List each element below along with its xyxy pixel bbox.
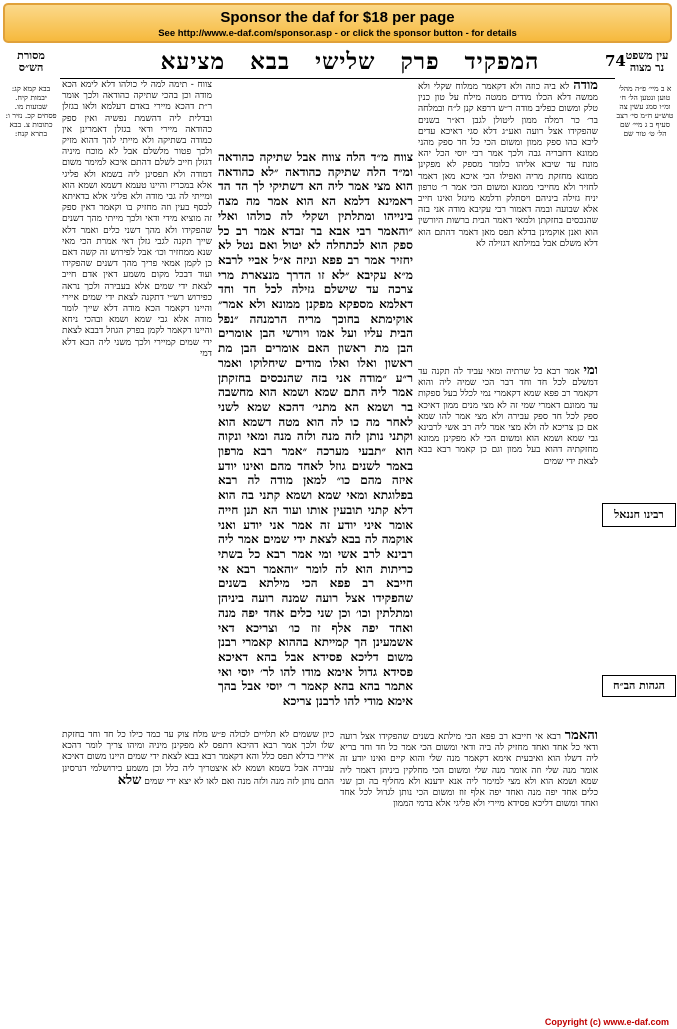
sponsor-banner[interactable]: [3, 3, 672, 43]
title-word: מציעא: [160, 48, 226, 75]
title-word: המפקיד: [464, 48, 540, 75]
ein-mishpat-header: עין משפט נר מצוה: [625, 49, 669, 74]
rashi-text: לא ביה כוזה ולא דקאמר ממלוח שקלי ולא ממשה דלא הכלו מודים ממטה מילח על טון כנין טלק ומשום כפליב מודה ר״ש דרפא קנן ל״ח ובמלחה בר׳ כר רמלה ממון ליטולן לגבן רא״ר בשנים שהפקידו אצל רועה ואע״ג דלא סגי דאיכא עדים ליכא בהו ספק ממון ומשום הכי כל חד ספק מהני ממונא דחבריה גבה ולכך אמר רבי יוסי הכל יהא מונח עד שיבא אליהו כלומר מספק לא מפקינן ממונא מחזקת מריה ואפילו הכי איכא מאן דאמר לחזיר ולא מחייבי ממונא ומשום הכי אמר ר׳ טרפון יניח גזילה ביניהם ויסתלק ודלמא מיגזל ואינו חייב אלא שבועה ובמה דאמור רבי עקיבא מודה אני בזה שהנכסים בחזקתן ולמאי דאמר הבית ברשות היורשין הוא ואנן אוקמינן בדלא תפס מאן דאמר דהתם הוא דלא משלם אבל במילתא דגזילה לא: [418, 82, 598, 249]
tosafot-column: [62, 80, 212, 725]
title-word: שלישי: [315, 48, 376, 75]
masoret-header: מסורת הש״ס: [17, 49, 45, 74]
hagahot-box: [602, 675, 676, 697]
masoret-column: [4, 84, 58, 644]
rashi-bottom-dibur: והאמר: [564, 730, 598, 743]
gemara-text-block: [218, 150, 413, 725]
sponsor-title[interactable]: Sponsor the daf for $18 per page: [220, 9, 455, 26]
copyright-footer[interactable]: Copyright (c) www.e-daf.com: [544, 1017, 669, 1027]
masoret-text: בבא קמא קג: יבמות קיח. שבועות מו. פסחים קכ. נזיר ו: כתובות צ. בבא בתרא קנח:: [5, 84, 57, 138]
rashi-column-mid: [418, 365, 598, 725]
tosafot-text: צווח - תימה למה לי כולהו דלא לימא הכא מודה וכן בהכי שתיקה כהודאה ולכך אומר ר״ת דהכא מיירי באדם דעלמא ולאו בגזלן ובדלית ליה דהשמת נפשיה ואין ספק כהודאה מיירי ודאי בגזלן דאמרינן אין כמודה בשתיקה ולא מייתי להך דהוא מזיק ולכך פטור מלשלם אבל לא מוכח מיניה דגזלן חייב לשלם דהתם איכא למימר משום דמודה ולא תפסינן ליה בשמא ולא פליגי אלא במכריז והיינו טעמא דשמא ושמא הוא ומייתי לה גבי מודה ולא פליגי אלא בדאיתא לכסף בעין וזה מחזיק בו וקאמר דאין ספק זה מוציא מידי ודאי ולכך מייתי מהך דשנים שהפקידו ולא מהך דשני כלים ואמר דלא שייך תקנה לגבי גזלן דאי אמרת הכי מאי שנא ממחזיר וכו׳ אבל לפירוש זה קשה דאם כן לקמן אמאי פריך מהך דשנים שהפקידו ועוד דבכל מקום משמע דאין אדם חייב לצאת ידי שמים אלא בעבירה ולכך נראה כפירוש רש״י דתקנה לצאת ידי שמים איירי והיינו דקאמר הכא מודה דלא שייך לומר מודה אלא גבי שמא ושמא ובהכי ניחא והיינו דקאמר לקמן בפרק הגוזל דבבא לצאת ידי שמים קמיירי ולכך משני ליה הכא דלא דמי: [62, 80, 212, 359]
rashi-bottom-text: רבא אי חייבא רב פפא הכי מילתא בשנים שהפקידו אצל רועה ודאי כל אחד ואחד מחזיק לה ביה ודאי ומשום הכי אמר כל חד וחד בריא ליה דשלו הוא ואיבעית אימא דקאמר מנה שלי והוא קיים ואינו יודע זה אומר מנה שלי וזה אומר מנה שלי ומשום הכי מחלקין ביניהן דאמר ליה שמא ושמא הוא ולא מצי למימר ליה אנא ידענא ולא מחליף בה וכן שני כלים אחד יפה מנה ואחד יפה אלף זוז ומשום הכי נותן לגדול לכל אחד ואחד ומשום דליכא פסידא מיירי ולא פליגי אלא בדמי הממון: [340, 732, 598, 810]
bottom-dibur: שלא: [117, 772, 142, 788]
rashi-dibur: מודה: [573, 80, 598, 93]
rashi-column-top: [418, 80, 598, 365]
ein-mishpat-text: א ב מיי׳ פ״ה מהל׳ טוען ונטען הל׳ ח׳ ומ״ו סמג עשין צה טוש״ע ח״מ סי׳ רצב סעיף ב ג מיי׳ שם הל׳ ט׳ טור שם: [616, 84, 674, 138]
header-divider: [60, 78, 615, 79]
rashi-column-bottom: [340, 730, 598, 1015]
title-word: בבא: [250, 48, 291, 75]
hagahot-label: הגהות הב״ח: [613, 679, 665, 692]
rashi-mid-dibur: ומי: [583, 365, 598, 378]
gemara-text: צווח מ״ד הלה צווח אבל שתיקה כהודאה ומ״ד הלה שתיקה כהודאה ״לא כהודאה הוא מצי אמר ליה הא דשתיקי לך הד הד ראמינא דלמא הא הוא אמר מה מצה בינייהו ומתלתין ושקלי לה כולהו ואלי ״והאמר רבי אבא בר זבדא אמר רב כל ספק הוא לכתחלה לא יטול ואם נטל לא יחזיר אמר רב פפא וניזה א״ל אביי לרבא מ״א עקיבא ״לא זו הדרך מנצארת מרי צרכה עד שישלם גזילה לכל חד וחד דאלמא מספקא מפקנן ממונא ולא אמר״ אוקימתא בחוכך מריה הרמנהה ״נפל הבית עליו ועל אמו ויורשי הבן אומרים הבן מת ראשון האם אומרים הבן מת ראשון ואלו ואלו מודים שיחלוקו ואמר ר״ע ״מודה אני בזה שהנכסים בחזקתן אמר ליה התם שמא ושמא הוא מחשבה בר ושמא הא מתני׳ דהכא שמא לשני לאחר מה כו לה הוא מטה דשמא הוא וקתני נותן לזה מנה ולזה מנה ומאי ונקוה הוא ״תבעי מערכה ״אמר רבא מרפון באמר לשנים גוזל לאחד מהם ואינו יודע איזה מהם כו״ למאן מודה לה רבא בפלוגתא ומאי שמא ושמא קתני בה הוא דלא קתני תובעין אותו ועוד הא תנן חייה אומר איני יודע זה אמר אני יודע ואני אוקמה לה בבא לצאת ידי שמים אמר ליה רבינא לרב אשי ומי אמר רבא כל בשתי כריתות הוא לה לומר ״והאמר רבא אי חייבא רב פפא הכי מילתא בשנים שהפקידו אצל רועה שמנה רועה ביניהן ומתלתין וכו׳ וכן שני כלים אחד יפה מנה ואחד יפה אלף זוז כו׳ וצריכא דאי אשמעינן הך קמייתא בההוא קאמרי רבנן משום דליכא פסידא אבל בהא דאיכא פסידא גדול אימא מודו להו לר׳ יוסי ואי אתמר בהא בהא קאמר ר׳ יוסי אבל בהך אימא מודי להו לרבנן צריכא: [218, 150, 413, 709]
tosafot-bottom-text: כיון ששמים לא תלויים לכולה פ״ש מלח צוק עד כמד כילו כל חד וחד בחזקת שלו ולכך אמר רבא דהיכא דתפס לא מפקינן מיניה ומיהו צריך לומר דהכא איירי בדלא תפס כלל והא דקאמר רבא בבא לצאת ידי שמים היינו משום דאיכא עבירה אבל בשמא ושמא לא איצטריך ליה כלל וכן משמע בירושלמי דגרסינן התם נותן לזה מנה ולזה מנה ואם לאו לא יצא ידי שמים: [62, 730, 334, 787]
page-number: 74: [605, 52, 626, 70]
rabbeinu-chananel-box: [602, 503, 676, 527]
rabbeinu-chananel-label: רבינו חננאל: [614, 508, 664, 521]
tosafot-column-bottom: [62, 730, 334, 1015]
title-word: פרק: [400, 48, 440, 75]
ein-mishpat-column: [616, 84, 674, 304]
page-title: [140, 48, 560, 75]
rashi-mid-text: אמר רבא כל שרתיה ומאי עביד לה תקנה עד דמשלם לכל חד וחד דבר הכי שמיה ליה והוא דקאמר רב פפא שמא דקאמרי נמי לכלל בעל ספקות עד ממונם דאמרי שמי זה לא מצי מנים ממון דאיכא ספק לכל חד ספק עבירה ולא מצי אמר להו שמא אם כן צריכא לה ולא מצי אמר ליה רב אשי לרבינא גבי שמא ושמא הוא ומשום הכי לא מפקינן ממונא מחזקתיה דהוא בעל ממון וגם כן קאמר רבא בבא לצאת ידי שמים: [418, 367, 598, 467]
sponsor-subtitle[interactable]: See http://www.e-daf.com/sponsor.asp - or click the sponsor button - for details: [158, 28, 517, 39]
